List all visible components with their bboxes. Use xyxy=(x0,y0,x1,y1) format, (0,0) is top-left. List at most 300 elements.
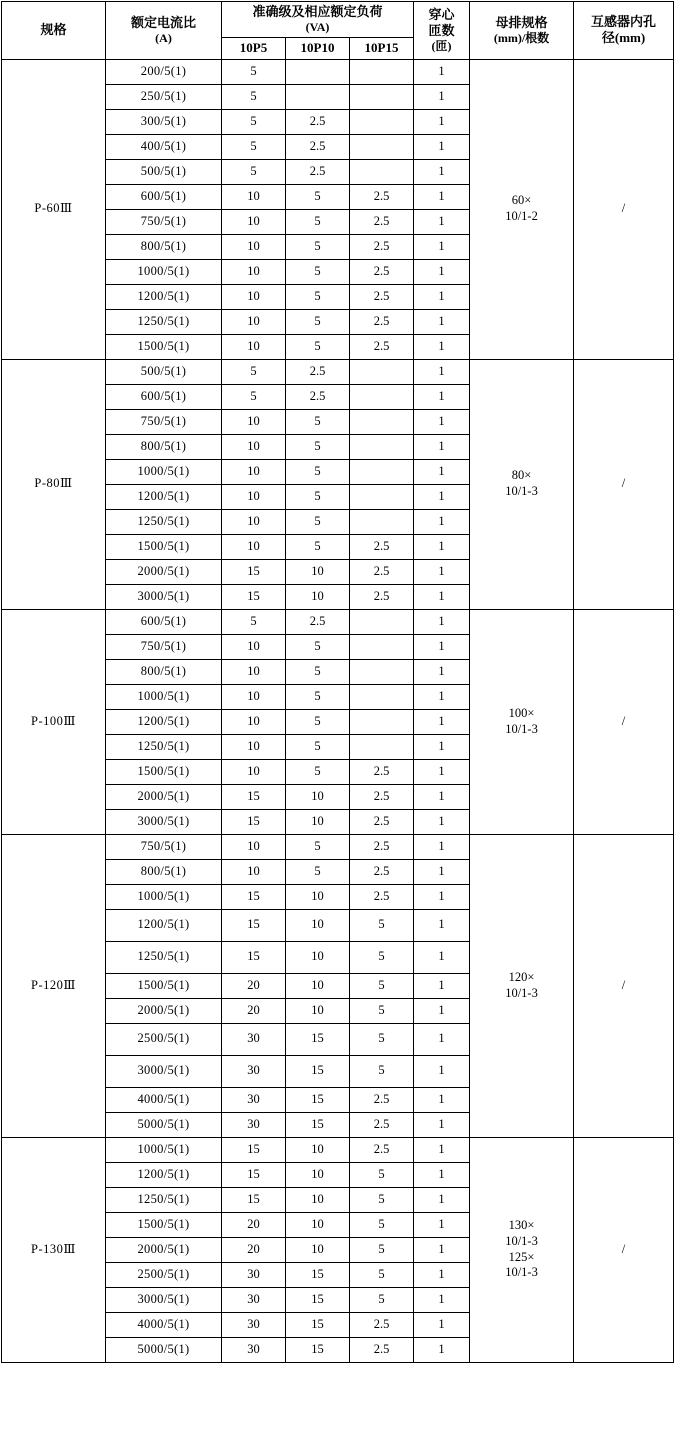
cell-accuracy-10p10: 5 xyxy=(286,259,350,284)
cell-rated-current-ratio: 3000/5(1) xyxy=(106,1055,222,1087)
cell-accuracy-10p10: 15 xyxy=(286,1312,350,1337)
cell-accuracy-10p5: 30 xyxy=(222,1023,286,1055)
cell-rated-current-ratio: 800/5(1) xyxy=(106,234,222,259)
cell-rated-current-ratio: 2500/5(1) xyxy=(106,1023,222,1055)
cell-rated-current-ratio: 1000/5(1) xyxy=(106,884,222,909)
cell-accuracy-10p10: 10 xyxy=(286,809,350,834)
cell-turns: 1 xyxy=(414,509,470,534)
cell-accuracy-10p5: 10 xyxy=(222,259,286,284)
cell-rated-current-ratio: 2500/5(1) xyxy=(106,1262,222,1287)
busbar-line: 10/1-3 xyxy=(505,721,538,736)
cell-accuracy-10p5: 15 xyxy=(222,909,286,941)
cell-rated-current-ratio: 1000/5(1) xyxy=(106,459,222,484)
cell-accuracy-10p5: 20 xyxy=(222,998,286,1023)
cell-accuracy-10p10: 5 xyxy=(286,209,350,234)
header-turns-line1: 穿心 xyxy=(428,6,455,22)
cell-accuracy-10p15: 2.5 xyxy=(350,1337,414,1362)
cell-accuracy-10p15: 2.5 xyxy=(350,309,414,334)
header-busbar-line1: 母排规格 xyxy=(495,14,548,30)
cell-turns: 1 xyxy=(414,998,470,1023)
cell-accuracy-10p10: 2.5 xyxy=(286,359,350,384)
cell-accuracy-10p5: 10 xyxy=(222,534,286,559)
cell-accuracy-10p10: 5 xyxy=(286,709,350,734)
cell-turns: 1 xyxy=(414,909,470,941)
cell-turns: 1 xyxy=(414,1312,470,1337)
cell-accuracy-10p15: 5 xyxy=(350,1287,414,1312)
cell-rated-current-ratio: 1500/5(1) xyxy=(106,973,222,998)
header-rated-current-ratio xyxy=(106,2,222,60)
table-row xyxy=(2,359,674,384)
cell-rated-current-ratio: 4000/5(1) xyxy=(106,1312,222,1337)
cell-rated-current-ratio: 5000/5(1) xyxy=(106,1112,222,1137)
cell-accuracy-10p15 xyxy=(350,109,414,134)
cell-accuracy-10p5: 15 xyxy=(222,884,286,909)
cell-rated-current-ratio: 1200/5(1) xyxy=(106,909,222,941)
cell-accuracy-10p5: 5 xyxy=(222,384,286,409)
cell-accuracy-10p15 xyxy=(350,59,414,84)
cell-accuracy-10p5: 10 xyxy=(222,759,286,784)
cell-accuracy-10p5: 5 xyxy=(222,609,286,634)
cell-rated-current-ratio: 3000/5(1) xyxy=(106,809,222,834)
cell-rated-current-ratio: 750/5(1) xyxy=(106,409,222,434)
cell-inner-diameter: / xyxy=(574,1137,674,1362)
cell-accuracy-10p15: 5 xyxy=(350,1023,414,1055)
busbar-line: 130× xyxy=(508,1218,535,1233)
cell-accuracy-10p5: 10 xyxy=(222,309,286,334)
header-accuracy-group-line2: (VA) xyxy=(305,20,330,35)
cell-accuracy-10p15: 5 xyxy=(350,998,414,1023)
cell-accuracy-10p15: 2.5 xyxy=(350,234,414,259)
cell-rated-current-ratio: 600/5(1) xyxy=(106,609,222,634)
cell-accuracy-10p15: 2.5 xyxy=(350,584,414,609)
cell-rated-current-ratio: 2000/5(1) xyxy=(106,784,222,809)
cell-accuracy-10p10: 15 xyxy=(286,1112,350,1137)
cell-turns: 1 xyxy=(414,659,470,684)
cell-accuracy-10p5: 10 xyxy=(222,834,286,859)
cell-rated-current-ratio: 5000/5(1) xyxy=(106,1337,222,1362)
cell-accuracy-10p15: 2.5 xyxy=(350,809,414,834)
cell-turns: 1 xyxy=(414,734,470,759)
cell-accuracy-10p10: 2.5 xyxy=(286,134,350,159)
cell-accuracy-10p5: 20 xyxy=(222,1237,286,1262)
cell-accuracy-10p10: 5 xyxy=(286,409,350,434)
cell-accuracy-10p10: 2.5 xyxy=(286,384,350,409)
cell-accuracy-10p5: 5 xyxy=(222,159,286,184)
cell-accuracy-10p5: 10 xyxy=(222,859,286,884)
cell-accuracy-10p10: 10 xyxy=(286,559,350,584)
table-header xyxy=(2,2,674,60)
cell-accuracy-10p15: 2.5 xyxy=(350,1312,414,1337)
header-accuracy-group-line1: 准确级及相应额定负荷 xyxy=(252,4,383,19)
cell-model: P-80Ⅲ xyxy=(2,359,106,609)
cell-rated-current-ratio: 200/5(1) xyxy=(106,59,222,84)
cell-accuracy-10p15: 5 xyxy=(350,973,414,998)
cell-turns: 1 xyxy=(414,859,470,884)
header-turns xyxy=(414,2,470,60)
cell-rated-current-ratio: 1200/5(1) xyxy=(106,284,222,309)
cell-turns: 1 xyxy=(414,159,470,184)
cell-inner-diameter: / xyxy=(574,609,674,834)
cell-rated-current-ratio: 1000/5(1) xyxy=(106,1137,222,1162)
cell-model: P-100Ⅲ xyxy=(2,609,106,834)
cell-turns: 1 xyxy=(414,1162,470,1187)
cell-accuracy-10p5: 30 xyxy=(222,1055,286,1087)
cell-accuracy-10p15 xyxy=(350,159,414,184)
cell-inner-diameter: / xyxy=(574,834,674,1137)
cell-accuracy-10p5: 5 xyxy=(222,134,286,159)
cell-accuracy-10p15 xyxy=(350,484,414,509)
cell-model: P-130Ⅲ xyxy=(2,1137,106,1362)
cell-accuracy-10p5: 15 xyxy=(222,784,286,809)
cell-turns: 1 xyxy=(414,134,470,159)
cell-accuracy-10p10: 10 xyxy=(286,784,350,809)
header-accuracy-10p5: 10P5 xyxy=(222,38,286,59)
cell-accuracy-10p15: 2.5 xyxy=(350,884,414,909)
cell-rated-current-ratio: 500/5(1) xyxy=(106,159,222,184)
cell-rated-current-ratio: 400/5(1) xyxy=(106,134,222,159)
cell-rated-current-ratio: 2000/5(1) xyxy=(106,1237,222,1262)
cell-turns: 1 xyxy=(414,484,470,509)
cell-accuracy-10p5: 10 xyxy=(222,409,286,434)
cell-accuracy-10p10: 5 xyxy=(286,434,350,459)
busbar-line: 10/1-3 xyxy=(505,985,538,1000)
cell-accuracy-10p10: 2.5 xyxy=(286,609,350,634)
cell-accuracy-10p15: 2.5 xyxy=(350,834,414,859)
cell-accuracy-10p15: 2.5 xyxy=(350,209,414,234)
cell-accuracy-10p5: 10 xyxy=(222,634,286,659)
header-rated-current-ratio-line1: 额定电流比 xyxy=(130,14,196,30)
table-row xyxy=(2,609,674,634)
cell-accuracy-10p10: 10 xyxy=(286,973,350,998)
cell-turns: 1 xyxy=(414,1212,470,1237)
table-body xyxy=(2,59,674,1362)
cell-rated-current-ratio: 600/5(1) xyxy=(106,384,222,409)
cell-accuracy-10p5: 30 xyxy=(222,1337,286,1362)
cell-rated-current-ratio: 4000/5(1) xyxy=(106,1087,222,1112)
cell-rated-current-ratio: 600/5(1) xyxy=(106,184,222,209)
cell-turns: 1 xyxy=(414,259,470,284)
header-accuracy-10p15: 10P15 xyxy=(350,38,414,59)
cell-accuracy-10p15: 2.5 xyxy=(350,859,414,884)
cell-accuracy-10p5: 15 xyxy=(222,941,286,973)
cell-busbar-spec xyxy=(470,1137,574,1362)
cell-accuracy-10p15: 2.5 xyxy=(350,284,414,309)
cell-accuracy-10p5: 10 xyxy=(222,459,286,484)
cell-accuracy-10p15: 2.5 xyxy=(350,1137,414,1162)
cell-rated-current-ratio: 1500/5(1) xyxy=(106,759,222,784)
cell-accuracy-10p10: 2.5 xyxy=(286,159,350,184)
cell-turns: 1 xyxy=(414,184,470,209)
busbar-line: 10/1-3 xyxy=(505,1233,538,1248)
cell-accuracy-10p5: 10 xyxy=(222,509,286,534)
cell-turns: 1 xyxy=(414,1262,470,1287)
cell-accuracy-10p15 xyxy=(350,84,414,109)
cell-accuracy-10p15 xyxy=(350,609,414,634)
cell-turns: 1 xyxy=(414,234,470,259)
cell-accuracy-10p10: 5 xyxy=(286,834,350,859)
cell-accuracy-10p10: 5 xyxy=(286,309,350,334)
cell-accuracy-10p5: 30 xyxy=(222,1087,286,1112)
cell-accuracy-10p5: 15 xyxy=(222,1137,286,1162)
cell-accuracy-10p10: 5 xyxy=(286,484,350,509)
cell-accuracy-10p5: 15 xyxy=(222,809,286,834)
cell-accuracy-10p15 xyxy=(350,359,414,384)
cell-accuracy-10p10: 10 xyxy=(286,584,350,609)
cell-accuracy-10p15: 5 xyxy=(350,941,414,973)
busbar-line: 10/1-3 xyxy=(505,1265,538,1280)
cell-accuracy-10p15 xyxy=(350,384,414,409)
header-accuracy-group xyxy=(222,2,414,38)
cell-turns: 1 xyxy=(414,1187,470,1212)
cell-accuracy-10p15: 5 xyxy=(350,1237,414,1262)
cell-rated-current-ratio: 750/5(1) xyxy=(106,834,222,859)
busbar-line: 60× xyxy=(511,193,532,208)
cell-accuracy-10p10 xyxy=(286,84,350,109)
cell-accuracy-10p15: 2.5 xyxy=(350,784,414,809)
cell-turns: 1 xyxy=(414,709,470,734)
cell-accuracy-10p5: 10 xyxy=(222,234,286,259)
cell-accuracy-10p10: 10 xyxy=(286,909,350,941)
cell-accuracy-10p5: 10 xyxy=(222,184,286,209)
cell-rated-current-ratio: 1250/5(1) xyxy=(106,509,222,534)
cell-accuracy-10p5: 15 xyxy=(222,1187,286,1212)
cell-turns: 1 xyxy=(414,559,470,584)
cell-rated-current-ratio: 500/5(1) xyxy=(106,359,222,384)
cell-accuracy-10p5: 5 xyxy=(222,59,286,84)
cell-accuracy-10p5: 5 xyxy=(222,359,286,384)
cell-accuracy-10p5: 10 xyxy=(222,334,286,359)
cell-accuracy-10p5: 30 xyxy=(222,1287,286,1312)
cell-accuracy-10p10: 15 xyxy=(286,1262,350,1287)
cell-busbar-spec xyxy=(470,609,574,834)
cell-rated-current-ratio: 2000/5(1) xyxy=(106,559,222,584)
cell-accuracy-10p15: 2.5 xyxy=(350,259,414,284)
cell-rated-current-ratio: 1500/5(1) xyxy=(106,334,222,359)
cell-turns: 1 xyxy=(414,834,470,859)
cell-accuracy-10p10: 10 xyxy=(286,1187,350,1212)
cell-accuracy-10p5: 15 xyxy=(222,1162,286,1187)
cell-rated-current-ratio: 800/5(1) xyxy=(106,859,222,884)
cell-accuracy-10p5: 30 xyxy=(222,1262,286,1287)
header-busbar xyxy=(470,2,574,60)
cell-rated-current-ratio: 800/5(1) xyxy=(106,434,222,459)
cell-accuracy-10p15: 2.5 xyxy=(350,534,414,559)
cell-accuracy-10p15: 5 xyxy=(350,1187,414,1212)
cell-turns: 1 xyxy=(414,884,470,909)
cell-accuracy-10p15: 5 xyxy=(350,1162,414,1187)
cell-accuracy-10p10: 5 xyxy=(286,334,350,359)
cell-accuracy-10p5: 10 xyxy=(222,734,286,759)
cell-accuracy-10p15: 2.5 xyxy=(350,759,414,784)
cell-turns: 1 xyxy=(414,1237,470,1262)
cell-accuracy-10p15: 5 xyxy=(350,1262,414,1287)
cell-turns: 1 xyxy=(414,459,470,484)
busbar-line: 120× xyxy=(508,969,535,984)
cell-accuracy-10p15: 2.5 xyxy=(350,1112,414,1137)
cell-accuracy-10p10: 15 xyxy=(286,1055,350,1087)
header-rated-current-ratio-line2: (A) xyxy=(155,30,172,45)
cell-accuracy-10p10: 5 xyxy=(286,234,350,259)
cell-accuracy-10p5: 20 xyxy=(222,1212,286,1237)
cell-rated-current-ratio: 1250/5(1) xyxy=(106,1187,222,1212)
cell-rated-current-ratio: 300/5(1) xyxy=(106,109,222,134)
cell-accuracy-10p10: 15 xyxy=(286,1337,350,1362)
cell-accuracy-10p5: 10 xyxy=(222,684,286,709)
cell-accuracy-10p15 xyxy=(350,134,414,159)
cell-turns: 1 xyxy=(414,359,470,384)
cell-turns: 1 xyxy=(414,284,470,309)
cell-accuracy-10p15: 5 xyxy=(350,909,414,941)
cell-accuracy-10p5: 10 xyxy=(222,709,286,734)
cell-accuracy-10p10: 5 xyxy=(286,759,350,784)
cell-rated-current-ratio: 1250/5(1) xyxy=(106,941,222,973)
cell-rated-current-ratio: 3000/5(1) xyxy=(106,584,222,609)
cell-accuracy-10p10: 5 xyxy=(286,459,350,484)
cell-accuracy-10p15 xyxy=(350,709,414,734)
cell-accuracy-10p10: 5 xyxy=(286,284,350,309)
cell-busbar-spec xyxy=(470,59,574,359)
cell-accuracy-10p5: 15 xyxy=(222,584,286,609)
header-model: 规格 xyxy=(2,2,106,60)
cell-turns: 1 xyxy=(414,384,470,409)
cell-turns: 1 xyxy=(414,759,470,784)
cell-accuracy-10p15: 2.5 xyxy=(350,334,414,359)
cell-accuracy-10p5: 30 xyxy=(222,1312,286,1337)
cell-accuracy-10p5: 10 xyxy=(222,659,286,684)
cell-turns: 1 xyxy=(414,784,470,809)
cell-accuracy-10p10: 10 xyxy=(286,1237,350,1262)
cell-turns: 1 xyxy=(414,1087,470,1112)
busbar-line: 80× xyxy=(511,468,532,483)
cell-accuracy-10p5: 10 xyxy=(222,284,286,309)
cell-accuracy-10p15 xyxy=(350,509,414,534)
cell-turns: 1 xyxy=(414,809,470,834)
cell-accuracy-10p10: 5 xyxy=(286,509,350,534)
busbar-line: 100× xyxy=(508,705,535,720)
cell-accuracy-10p10: 10 xyxy=(286,998,350,1023)
cell-rated-current-ratio: 1200/5(1) xyxy=(106,484,222,509)
cell-accuracy-10p10: 5 xyxy=(286,634,350,659)
cell-accuracy-10p10: 15 xyxy=(286,1023,350,1055)
cell-rated-current-ratio: 1000/5(1) xyxy=(106,259,222,284)
cell-turns: 1 xyxy=(414,634,470,659)
cell-rated-current-ratio: 1250/5(1) xyxy=(106,734,222,759)
cell-accuracy-10p5: 15 xyxy=(222,559,286,584)
cell-turns: 1 xyxy=(414,334,470,359)
cell-accuracy-10p15 xyxy=(350,434,414,459)
cell-accuracy-10p15: 2.5 xyxy=(350,184,414,209)
header-accuracy-10p10: 10P10 xyxy=(286,38,350,59)
cell-accuracy-10p15 xyxy=(350,659,414,684)
header-inner-diameter-line2: 径(mm) xyxy=(601,30,646,46)
cell-accuracy-10p15 xyxy=(350,684,414,709)
cell-accuracy-10p10: 5 xyxy=(286,534,350,559)
cell-rated-current-ratio: 1500/5(1) xyxy=(106,1212,222,1237)
cell-turns: 1 xyxy=(414,684,470,709)
cell-inner-diameter: / xyxy=(574,359,674,609)
cell-accuracy-10p10: 5 xyxy=(286,859,350,884)
header-inner-diameter-line1: 互感器内孔 xyxy=(591,14,657,29)
cell-accuracy-10p15 xyxy=(350,734,414,759)
cell-rated-current-ratio: 750/5(1) xyxy=(106,209,222,234)
busbar-line: 125× xyxy=(508,1249,535,1264)
cell-rated-current-ratio: 250/5(1) xyxy=(106,84,222,109)
cell-turns: 1 xyxy=(414,1023,470,1055)
cell-accuracy-10p15 xyxy=(350,459,414,484)
table-row xyxy=(2,834,674,859)
cell-rated-current-ratio: 1500/5(1) xyxy=(106,534,222,559)
cell-accuracy-10p15: 2.5 xyxy=(350,559,414,584)
table-row xyxy=(2,59,674,84)
cell-accuracy-10p5: 5 xyxy=(222,109,286,134)
cell-accuracy-10p15 xyxy=(350,634,414,659)
cell-model: P-120Ⅲ xyxy=(2,834,106,1137)
cell-busbar-spec xyxy=(470,834,574,1137)
cell-accuracy-10p5: 10 xyxy=(222,209,286,234)
cell-rated-current-ratio: 2000/5(1) xyxy=(106,998,222,1023)
cell-accuracy-10p10: 10 xyxy=(286,941,350,973)
busbar-line: 10/1-3 xyxy=(505,484,538,498)
cell-inner-diameter: / xyxy=(574,59,674,359)
cell-turns: 1 xyxy=(414,109,470,134)
cell-accuracy-10p10: 5 xyxy=(286,684,350,709)
cell-turns: 1 xyxy=(414,59,470,84)
cell-turns: 1 xyxy=(414,534,470,559)
cell-turns: 1 xyxy=(414,941,470,973)
cell-accuracy-10p10: 10 xyxy=(286,884,350,909)
header-row-top xyxy=(2,2,674,38)
cell-busbar-spec xyxy=(470,359,574,609)
cell-accuracy-10p10: 5 xyxy=(286,184,350,209)
table-row xyxy=(2,1137,674,1162)
cell-accuracy-10p10: 15 xyxy=(286,1287,350,1312)
cell-accuracy-10p10: 5 xyxy=(286,659,350,684)
cell-turns: 1 xyxy=(414,84,470,109)
cell-accuracy-10p15: 2.5 xyxy=(350,1087,414,1112)
cell-accuracy-10p5: 30 xyxy=(222,1112,286,1137)
cell-rated-current-ratio: 1200/5(1) xyxy=(106,709,222,734)
cell-turns: 1 xyxy=(414,973,470,998)
cell-model: P-60Ⅲ xyxy=(2,59,106,359)
cell-turns: 1 xyxy=(414,209,470,234)
header-inner-diameter xyxy=(574,2,674,60)
header-turns-line2: 匝数 xyxy=(428,22,455,38)
cell-accuracy-10p5: 5 xyxy=(222,84,286,109)
busbar-line: 10/1-2 xyxy=(505,209,538,223)
cell-accuracy-10p10: 10 xyxy=(286,1137,350,1162)
cell-turns: 1 xyxy=(414,434,470,459)
cell-turns: 1 xyxy=(414,309,470,334)
cell-rated-current-ratio: 1200/5(1) xyxy=(106,1162,222,1187)
header-turns-line3: (匝) xyxy=(431,39,452,53)
cell-accuracy-10p5: 10 xyxy=(222,484,286,509)
cell-accuracy-10p15 xyxy=(350,409,414,434)
cell-accuracy-10p5: 10 xyxy=(222,434,286,459)
cell-accuracy-10p10: 10 xyxy=(286,1212,350,1237)
cell-accuracy-10p5: 20 xyxy=(222,973,286,998)
cell-turns: 1 xyxy=(414,584,470,609)
transformer-specification-table xyxy=(1,1,674,1363)
cell-rated-current-ratio: 800/5(1) xyxy=(106,659,222,684)
cell-rated-current-ratio: 3000/5(1) xyxy=(106,1287,222,1312)
cell-turns: 1 xyxy=(414,1287,470,1312)
cell-rated-current-ratio: 1250/5(1) xyxy=(106,309,222,334)
cell-turns: 1 xyxy=(414,1055,470,1087)
cell-accuracy-10p15: 5 xyxy=(350,1212,414,1237)
cell-rated-current-ratio: 1000/5(1) xyxy=(106,684,222,709)
cell-turns: 1 xyxy=(414,1112,470,1137)
cell-accuracy-10p15: 5 xyxy=(350,1055,414,1087)
